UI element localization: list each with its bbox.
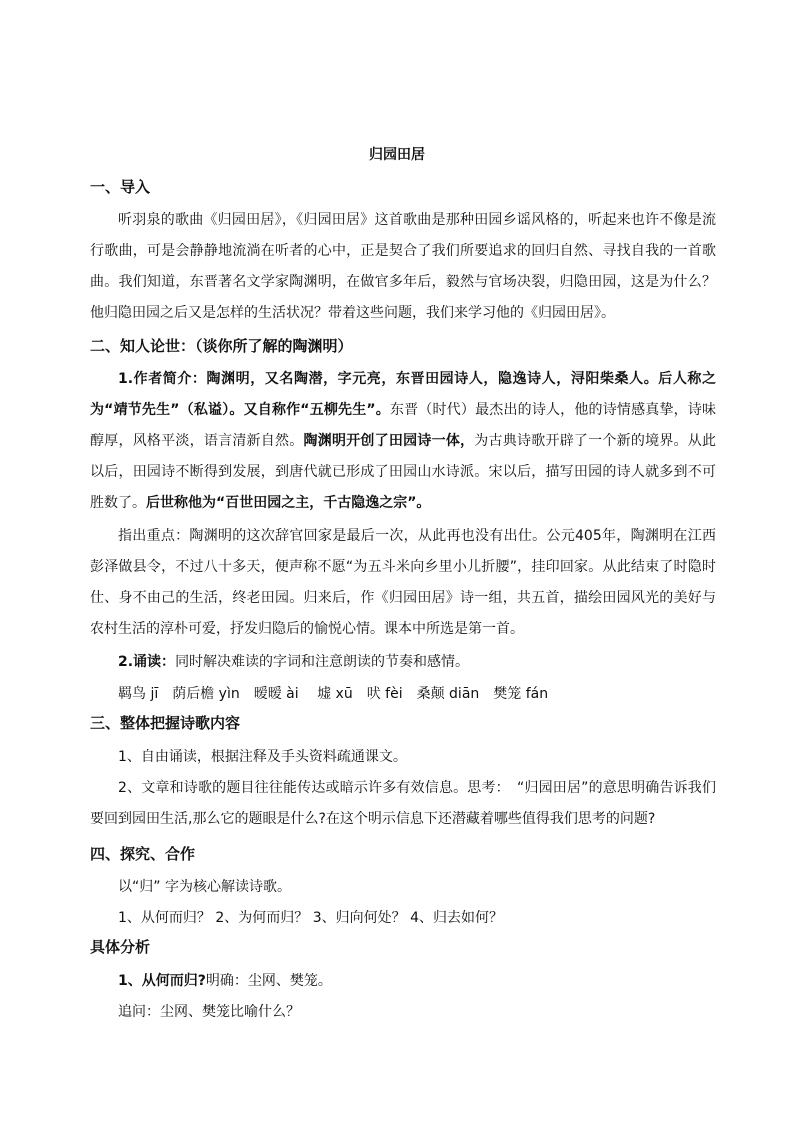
- section-3-item-2: 2、文章和诗歌的题目往往能传达或暗示许多有效信息。思考： “归园田居”的意思明确告诉我们要回到园田生活,那么它的题眼是什么?在这个明示信息下还潜藏着哪些值得我们思考的问题?: [90, 780, 716, 827]
- recitation-text: 同时解决难读的字词和注意朗读的节奏和感情。: [175, 654, 470, 670]
- section-3-item-1: 1、自由诵读，根据注释及手头资料疏通课文。: [118, 749, 407, 765]
- pinyin-line: 羁鸟 jī 荫后檐 yìn 暧暧 ài 墟 xū 吠 fèi 桑颠 diān 樊笼 fán: [118, 686, 549, 702]
- analysis-item-1: [90, 966, 716, 997]
- section-3-heading: 三、整体把握诗歌内容: [90, 714, 241, 732]
- analysis-followup: 追问：尘网、樊笼比喻什么？: [118, 1004, 300, 1020]
- author-intro-bold-c: 陶渊明开创了田园诗一体，: [303, 433, 475, 449]
- analysis-item-1-text: 明确：尘网、樊笼。: [205, 973, 332, 989]
- author-intro-bold-a: 1.作者简介：陶渊明，又名陶潜，字元亮，东晋田园诗人，隐逸诗人，浔阳柴桑人。后人称之为“靖节先生”（私谥）。又自称作“五柳先生”。: [90, 371, 716, 418]
- section-4-questions: 1、从何而归？ 2、为何而归？ 3、归向何处？ 4、归去如何？: [118, 910, 503, 926]
- author-intro-text-d: 为古典诗歌开辟了一个新的境界。从此以后，田园诗不断得到发展，到唐代就已形成了田园山水诗派。宋以后，描写田园的诗人就多到不可胜数了。: [90, 433, 717, 511]
- analysis-item-1-label: 1、从何而归?: [118, 973, 206, 989]
- recitation-paragraph: [90, 647, 716, 678]
- author-intro-bold-e: 后世称他为“百世田园之主，千古隐逸之宗”。: [146, 495, 431, 511]
- analysis-subheading: 具体分析: [90, 938, 151, 956]
- page-title: 归园田居: [369, 147, 425, 163]
- section-2-heading: 二、知人论世：（谈你所了解的陶渊明）: [90, 337, 353, 355]
- key-points-paragraph: 指出重点：陶渊明的这次辞官回家是最后一次，从此再也没有出仕。公元405年，陶渊明在江西彭泽做县令，不过八十多天，便声称不愿“为五斗米向乡里小儿折腰”，挂印回家。从此结束了时隐时仕、身不由己的生活，终老田园。归来后，作《归园田居》诗一组，共五首，描绘田园风光的美好与农村生活的淳朴可爱，抒发归隐后的愉悦心情。课本中所选是第一首。: [90, 528, 716, 637]
- section-4-intro: 以“归” 字为核心解读诗歌。: [118, 879, 291, 895]
- section-4-heading: 四、探究、合作: [90, 845, 196, 863]
- author-intro-paragraph: [90, 364, 716, 519]
- recitation-label: 2.诵读：: [118, 654, 176, 670]
- intro-paragraph: 听羽泉的歌曲《归园田居》，《归园田居》这首歌曲是那种田园乡谣风格的，听起来也许不像是流行歌曲，可是会静静地流淌在听者的心中，正是契合了我们所要追求的回归自然、寻找自我的一首歌曲。我们知道，东晋著名文学家陶渊明，在做官多年后，毅然与官场决裂，归隐田园，这是为什么？他归隐田园之后又是怎样的生活状况？带着这些问题，我们来学习他的《归园田居》。: [90, 212, 716, 321]
- author-intro-text-b: 东晋（时代）最杰出的诗人，他的诗情感真挚，诗味醇厚，风格平淡，语言清新自然。: [90, 402, 717, 449]
- section-1-heading: 一、导入: [90, 178, 151, 196]
